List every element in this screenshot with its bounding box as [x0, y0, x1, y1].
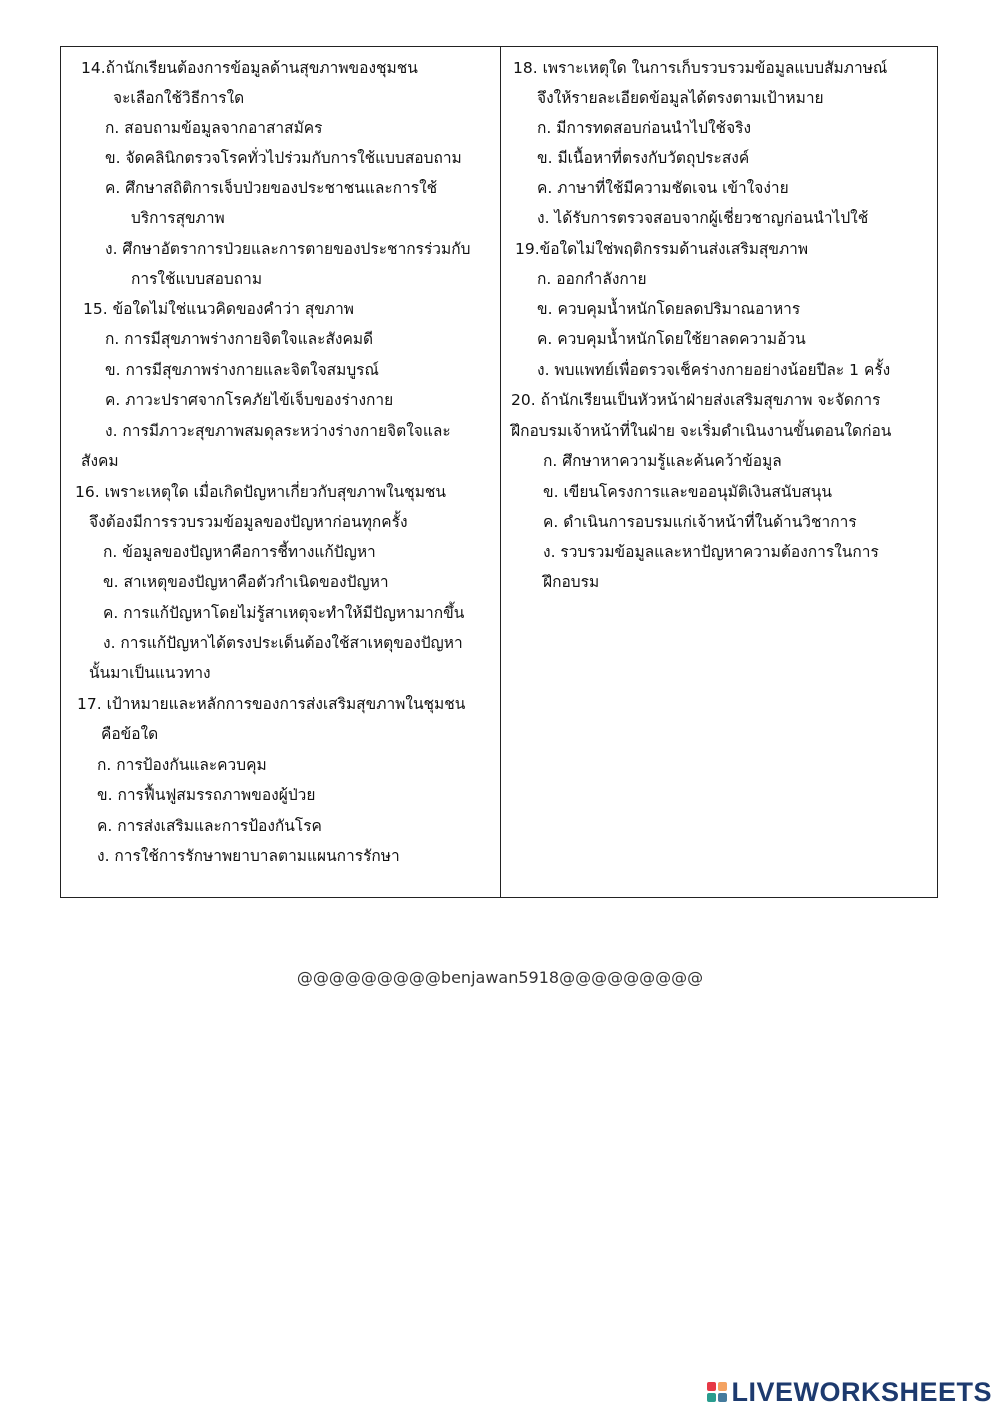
left-text-line: ก. การป้องกันและควบคุม — [97, 756, 267, 774]
left-text-line: 17. เป้าหมายและหลักการของการส่งเสริมสุขภาพในชุมชน — [77, 695, 466, 713]
right-text-line: ฝึกอบรมเจ้าหน้าที่ในฝ่าย จะเริ่มดำเนินงานขั้นตอนใดก่อน — [511, 422, 892, 440]
right-text-line: ง. รวบรวมข้อมูลและหาปัญหาความต้องการในการ — [543, 543, 879, 561]
left-text-line: 15. ข้อใดไม่ใช่แนวคิดของคำว่า สุขภาพ — [83, 300, 355, 318]
left-text-line: ค. ภาวะปราศจากโรคภัยไข้เจ็บของร่างกาย — [105, 391, 394, 409]
left-text-line: 14.ถ้านักเรียนต้องการข้อมูลด้านสุขภาพของชุมชน — [81, 59, 418, 77]
left-text-line: ง. การใช้การรักษาพยาบาลตามแผนการรักษา — [97, 847, 400, 865]
left-text-line: ก. สอบถามข้อมูลจากอาสาสมัคร — [105, 119, 323, 137]
left-text-line: ก. ข้อมูลของปัญหาคือการชี้ทางแก้ปัญหา — [103, 543, 376, 561]
left-text-line: จึงต้องมีการรวบรวมข้อมูลของปัญหาก่อนทุกครั้ง — [89, 513, 408, 531]
right-text-line: 20. ถ้านักเรียนเป็นหัวหน้าฝ่ายส่งเสริมสุขภาพ จะจัดการ — [511, 391, 881, 409]
left-text-line: ค. การส่งเสริมและการป้องกันโรค — [97, 817, 322, 835]
right-text-line: ข. เขียนโครงการและขออนุมัติเงินสนับสนุน — [543, 483, 832, 501]
left-text-line: ข. สาเหตุของปัญหาคือตัวกำเนิดของปัญหา — [103, 573, 389, 591]
liveworksheets-logo — [707, 1377, 992, 1407]
right-text-line: 19.ข้อใดไม่ใช่พฤติกรรมด้านส่งเสริมสุขภาพ — [515, 240, 809, 258]
left-text-line: ง. การแก้ปัญหาได้ตรงประเด็นต้องใช้สาเหตุของปัญหา — [103, 634, 463, 652]
left-text-line: ก. การมีสุขภาพร่างกายจิตใจและสังคมดี — [105, 330, 374, 348]
right-text-line: ข. ควบคุมน้ำหนักโดยลดปริมาณอาหาร — [537, 300, 801, 318]
left-text-line: ค. ศึกษาสถิติการเจ็บป่วยของประชาชนและการใช้ — [105, 179, 438, 197]
right-text-line: ก. ออกกำลังกาย — [537, 270, 647, 288]
right-text-line: ก. ศึกษาหาความรู้และค้นคว้าข้อมูล — [543, 452, 782, 470]
column-divider — [500, 47, 501, 897]
right-text-line: 18. เพราะเหตุใด ในการเก็บรวบรวมข้อมูลแบบสัมภาษณ์ — [513, 59, 888, 77]
left-text-line: ข. การฟื้นฟูสมรรถภาพของผู้ป่วย — [97, 786, 316, 804]
left-text-line: ค. การแก้ปัญหาโดยไม่รู้สาเหตุจะทำให้มีปัญหามากขึ้น — [103, 604, 465, 622]
right-text-line: ง. ได้รับการตรวจสอบจากผู้เชี่ยวชาญก่อนนำไปใช้ — [537, 209, 869, 227]
right-text-line: ค. ดำเนินการอบรมแก่เจ้าหน้าที่ในด้านวิชาการ — [543, 513, 857, 531]
left-text-line: ข. การมีสุขภาพร่างกายและจิตใจสมบูรณ์ — [105, 361, 379, 379]
logo-mark-icon — [707, 1382, 727, 1402]
author-footer: @@@@@@@@@benjawan5918@@@@@@@@@ — [296, 968, 704, 987]
left-text-line: ง. ศึกษาอัตราการป่วยและการตายของประชากรร่วมกับ — [105, 240, 471, 258]
left-text-line: จะเลือกใช้วิธีการใด — [113, 89, 245, 107]
right-text-line: จึงให้รายละเอียดข้อมูลได้ตรงตามเป้าหมาย — [537, 89, 824, 107]
right-text-line: ค. ควบคุมน้ำหนักโดยใช้ยาลดความอ้วน — [537, 330, 806, 348]
left-text-line: บริการสุขภาพ — [131, 209, 225, 227]
right-text-line: ง. พบแพทย์เพื่อตรวจเช็คร่างกายอย่างน้อยปีละ 1 ครั้ง — [537, 361, 891, 379]
right-text-line: ค. ภาษาที่ใช้มีความชัดเจน เข้าใจง่าย — [537, 179, 789, 197]
left-text-line: ข. จัดคลินิกตรวจโรคทั่วไปร่วมกับการใช้แบบสอบถาม — [105, 149, 462, 167]
right-text-line: ก. มีการทดสอบก่อนนำไปใช้จริง — [537, 119, 752, 137]
left-text-line: นั้นมาเป็นแนวทาง — [89, 664, 211, 682]
left-text-line: สังคม — [81, 452, 119, 470]
question-table — [60, 46, 938, 898]
right-text-line: ข. มีเนื้อหาที่ตรงกับวัตถุประสงค์ — [537, 149, 750, 167]
left-text-line: ง. การมีภาวะสุขภาพสมดุลระหว่างร่างกายจิตใจและ — [105, 422, 451, 440]
left-text-line: 16. เพราะเหตุใด เมื่อเกิดปัญหาเกี่ยวกับสุขภาพในชุมชน — [75, 483, 447, 501]
left-text-line: การใช้แบบสอบถาม — [131, 270, 263, 288]
left-text-line: คือข้อใด — [101, 725, 159, 743]
logo-text: LIVEWORKSHEETS — [731, 1376, 992, 1407]
right-text-line: ฝึกอบรม — [543, 573, 600, 591]
